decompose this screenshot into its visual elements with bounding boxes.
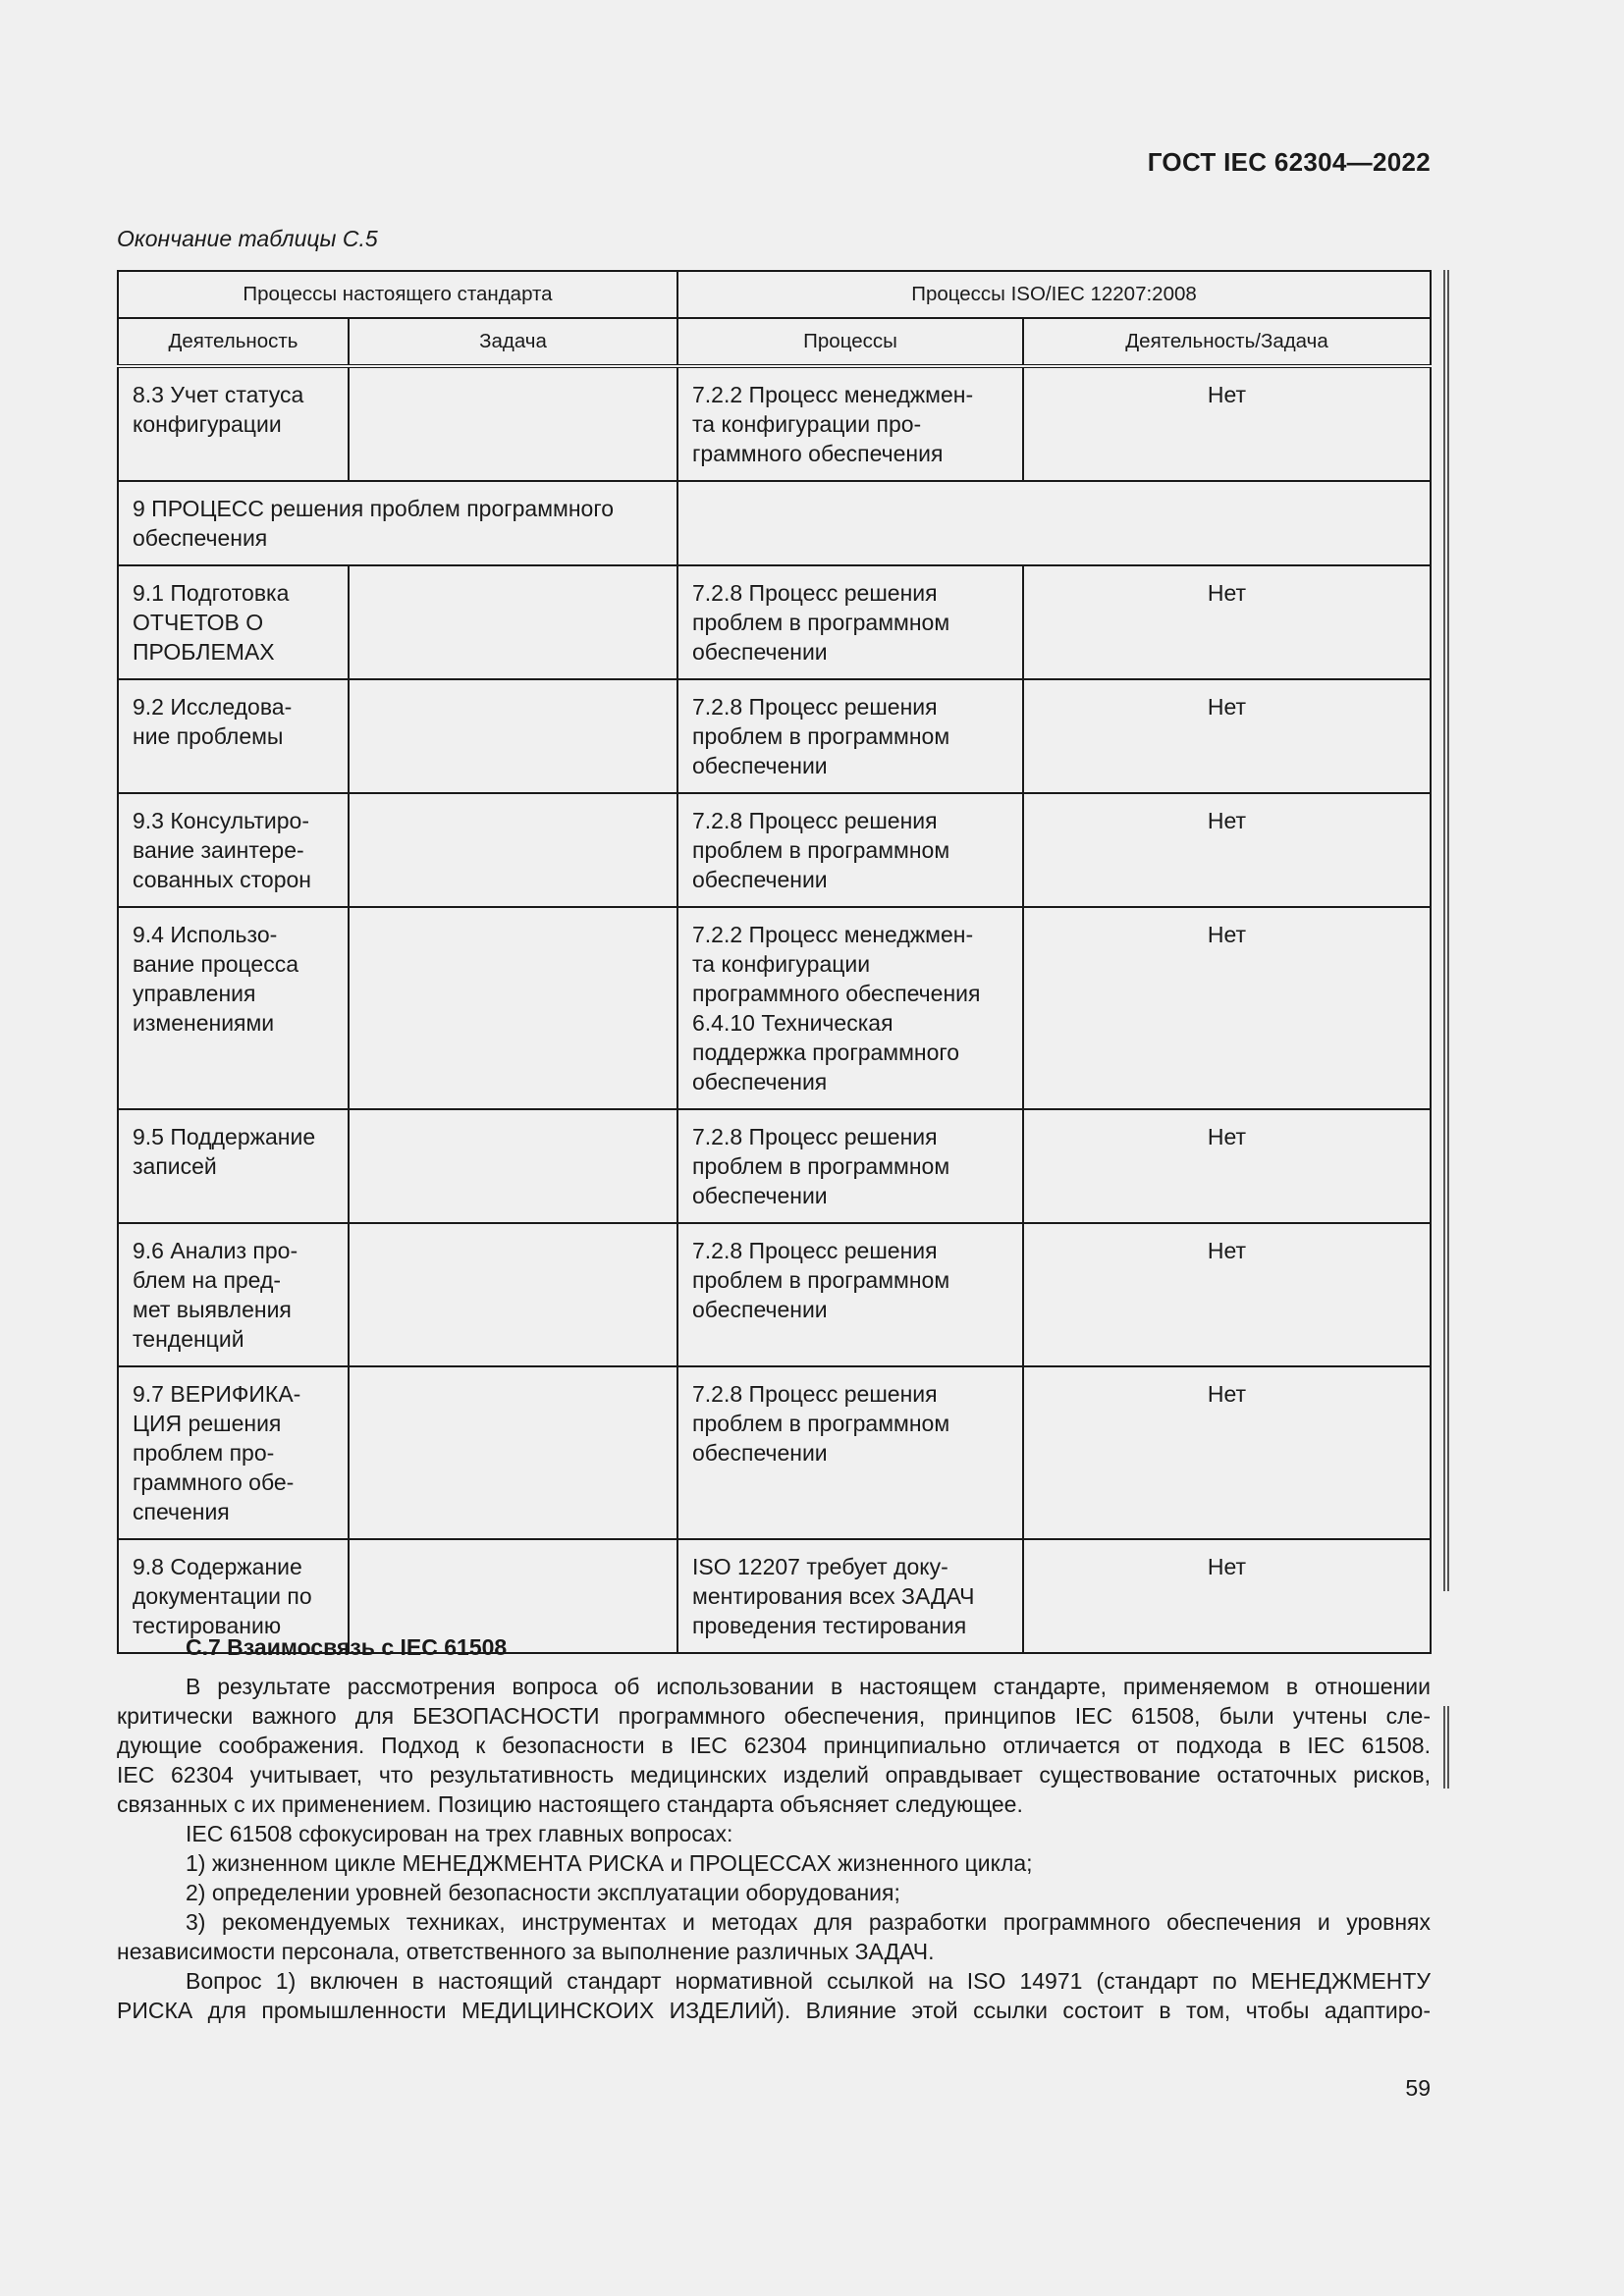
section-c7-title: С.7 Взаимосвязь с IEC 61508 xyxy=(186,1634,508,1660)
process-cell: 7.2.8 Процесс решения проблем в программном обеспечении xyxy=(677,679,1023,793)
column-header-activity: Деятельность xyxy=(118,318,349,366)
activity-cell: 9.2 Исследова- ние проблемы xyxy=(118,679,349,793)
paragraph-line: IEC 62304 учитывает, что результативность медицинских изделий оправдывает существование остаточных рисков, xyxy=(117,1762,1431,1788)
task-cell xyxy=(349,1109,677,1223)
activity-cell: 9.1 Подготовка ОТЧЕТОВ О ПРОБЛЕМАХ xyxy=(118,565,349,679)
activity-task-cell: Нет xyxy=(1023,1366,1431,1539)
activity-cell: 9.7 ВЕРИФИКА- ЦИЯ решения проблем про- граммного обе- спечения xyxy=(118,1366,349,1539)
table-row xyxy=(118,366,1431,481)
process-cell: 7.2.2 Процесс менеджмен- та конфигурации про- граммного обеспечения xyxy=(677,366,1023,481)
table-row xyxy=(118,565,1431,679)
column-header-task: Задача xyxy=(349,318,677,366)
section-9-empty xyxy=(677,481,1431,565)
paragraph-line: связанных с их применением. Позицию настоящего стандарта объясняет следующее. xyxy=(117,1791,1023,1817)
paragraph-line: независимости персонала, ответственного за выполнение различных ЗАДАЧ. xyxy=(117,1939,935,1964)
change-bar-table xyxy=(1443,270,1449,1591)
activity-task-cell: Нет xyxy=(1023,679,1431,793)
activity-cell: 9.4 Использо- вание процесса управления изменениями xyxy=(118,907,349,1109)
change-bar-text xyxy=(1443,1706,1449,1789)
table-caption: Окончание таблицы С.5 xyxy=(117,226,378,251)
list-item: 2) определении уровней безопасности эксплуатации оборудования; xyxy=(186,1880,900,1905)
activity-task-cell: Нет xyxy=(1023,1223,1431,1366)
activity-cell: 8.3 Учет статуса конфигурации xyxy=(118,366,349,481)
activity-task-cell: Нет xyxy=(1023,1539,1431,1653)
table-row xyxy=(118,679,1431,793)
activity-task-cell: Нет xyxy=(1023,565,1431,679)
paragraph-line: Вопрос 1) включен в настоящий стандарт нормативной ссылкой на ISO 14971 (стандарт по МЕНЕДЖМЕНТУ xyxy=(186,1968,1431,1994)
list-item: 3) рекомендуемых техниках, инструментах и методах для разработки программного обеспечения и уровнях xyxy=(186,1909,1431,1935)
correspondence-table xyxy=(117,270,1432,1654)
column-header-processes: Процессы xyxy=(677,318,1023,366)
standard-designation: ГОСТ IEC 62304—2022 xyxy=(1147,147,1431,177)
column-header-activity-task: Деятельность/Задача xyxy=(1023,318,1431,366)
task-cell xyxy=(349,565,677,679)
section-c7-body xyxy=(117,1672,1431,2025)
section-row xyxy=(118,481,1431,565)
column-header-row xyxy=(118,318,1431,366)
paragraph-line: РИСКА для промышленности МЕДИЦИНСКОИХ ИЗДЕЛИЙ). Влияние этой ссылки состоит в том, чтобы адаптиро- xyxy=(117,1998,1431,2023)
table-row xyxy=(118,1223,1431,1366)
paragraph-line: критически важного для БЕЗОПАСНОСТИ программного обеспечения, принципов IEC 61508, были учтены сле- xyxy=(117,1703,1431,1729)
task-cell xyxy=(349,907,677,1109)
table-row xyxy=(118,793,1431,907)
table-row xyxy=(118,1366,1431,1539)
paragraph-line: IEC 61508 сфокусирован на трех главных вопросах: xyxy=(186,1821,733,1846)
task-cell xyxy=(349,366,677,481)
list-item: 1) жизненном цикле МЕНЕДЖМЕНТА РИСКА и ПРОЦЕССАХ жизненного цикла; xyxy=(186,1850,1033,1876)
activity-task-cell: Нет xyxy=(1023,907,1431,1109)
activity-task-cell: Нет xyxy=(1023,1109,1431,1223)
activity-task-cell: Нет xyxy=(1023,793,1431,907)
activity-cell: 9.8 Содержание документации по тестированию xyxy=(118,1539,349,1653)
table-row xyxy=(118,1109,1431,1223)
task-cell xyxy=(349,679,677,793)
section-9-title: 9 ПРОЦЕСС решения проблем программного обеспечения xyxy=(118,481,677,565)
group-header-iso: Процессы ISO/IEC 12207:2008 xyxy=(677,271,1431,318)
activity-cell: 9.3 Консультиро- вание заинтере- сованных сторон xyxy=(118,793,349,907)
process-cell: 7.2.8 Процесс решения проблем в программном обеспечении xyxy=(677,1109,1023,1223)
process-cell: ISO 12207 требует доку- ментирования всех ЗАДАЧ проведения тестирования xyxy=(677,1539,1023,1653)
process-cell: 7.2.8 Процесс решения проблем в программном обеспечении xyxy=(677,793,1023,907)
process-cell: 7.2.8 Процесс решения проблем в программном обеспечении xyxy=(677,565,1023,679)
process-cell: 7.2.8 Процесс решения проблем в программном обеспечении xyxy=(677,1223,1023,1366)
task-cell xyxy=(349,1223,677,1366)
process-cell: 7.2.2 Процесс менеджмен- та конфигурации программного обеспечения 6.4.10 Техническая поддержка программного обеспечения xyxy=(677,907,1023,1109)
activity-cell: 9.5 Поддержание записей xyxy=(118,1109,349,1223)
process-cell: 7.2.8 Процесс решения проблем в программном обеспечении xyxy=(677,1366,1023,1539)
paragraph-line: дующие соображения. Подход к безопасности в IEC 62304 принципиально отличается от подхода в IEC 61508. xyxy=(117,1733,1431,1758)
table-row xyxy=(118,907,1431,1109)
task-cell xyxy=(349,793,677,907)
group-header-standard: Процессы настоящего стандарта xyxy=(118,271,677,318)
task-cell xyxy=(349,1366,677,1539)
page-number: 59 xyxy=(1405,2075,1431,2101)
group-header-row xyxy=(118,271,1431,318)
paragraph-line: В результате рассмотрения вопроса об использовании в настоящем стандарте, применяемом в отношении xyxy=(186,1674,1431,1699)
activity-cell: 9.6 Анализ про- блем на пред- мет выявления тенденций xyxy=(118,1223,349,1366)
activity-task-cell: Нет xyxy=(1023,366,1431,481)
